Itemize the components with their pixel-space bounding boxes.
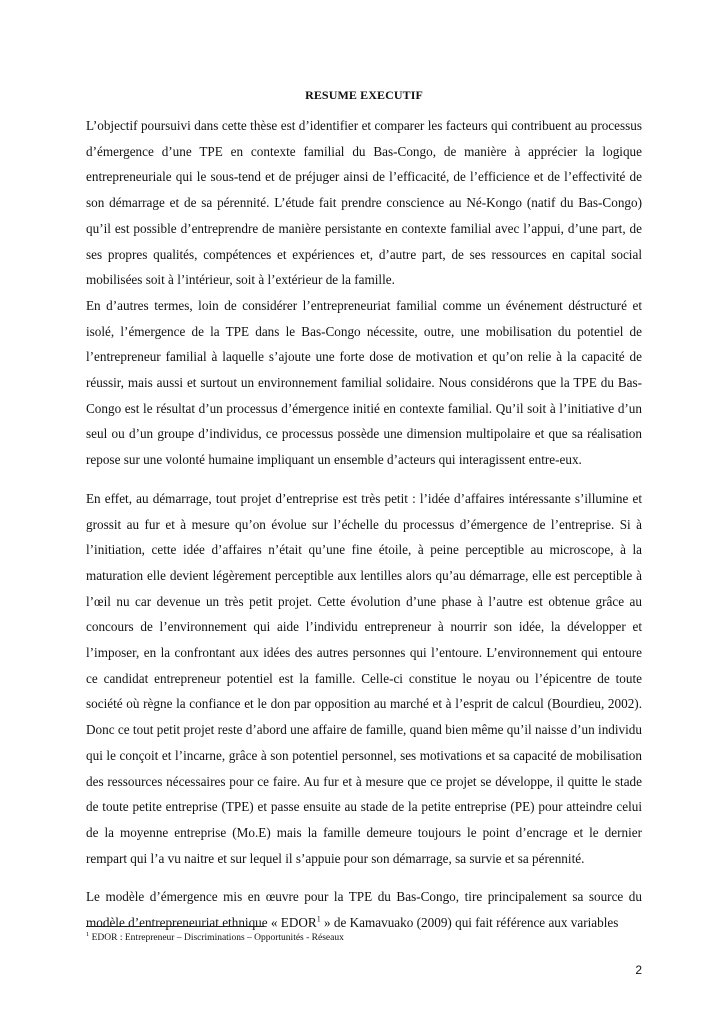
paragraph-emergence-model-end: » de Kamavuako (2009) qui fait référence aux variables	[320, 915, 619, 931]
footnote-reference: 1	[316, 914, 321, 924]
paragraph-in-effect: En effet, au démarrage, tout projet d’entreprise est très petit : l’idée d’affaires intéressante s’illumine et grossit au fur et à mesure qu’on évolue sur l’échelle du processus d’émergence de l’entreprise. Si à l’initiation, cette idée d’affaires n’était qu’une fine étoile, à peine perceptible au microscope, à la maturation elle devient légèrement perceptible aux lentilles alors qu’au démarrage, elle est perceptible à l’œil nu car devenue un très petit projet. Cette évolution d’une phase à l’autre est obtenue grâce au concours de l’environnement qui aide l’individu entrepreneur à nourrir son idée, la développer et l’imposer, en la confrontant aux idées des autres personnes qui l’entoure. L’environnement qui entoure ce candidat entrepreneur potentiel est la famille. Celle-ci constitue le noyau ou l’épicentre de toute société où règne la confiance et le don par opposition au marché et à l’esprit de calcul (Bourdieu, 2002). Donc ce tout petit projet reste d’abord une affaire de famille, quand bien même qu’il naisse d’un individu qui le conçoit et l’incarne, grâce à son potentiel personnel, ses motivations et sa capacité de mobilisation des ressources nécessaires pour ce faire. Au fur et à mesure que ce projet se développe, il quitte le stade de toute petite entreprise (TPE) et passe ensuite au stade de la petite entreprise (PE) pour atteindre celui de la moyenne entreprise (Mo.E) mais la famille demeure toujours le point d’encrage et le dernier rempart qui l’a vu naitre et sur lequel il s’appuie pour son démarrage, sa survie et sa pérennité.	[86, 490, 642, 866]
footnote-text: EDOR : Entrepreneur – Discriminations – Opportunités - Réseaux	[89, 933, 344, 943]
page-number: 2	[635, 963, 642, 977]
paragraph-emergence-model-start: Le modèle d’émergence mis en œuvre pour la TPE du Bas-Congo, tire principalement sa source du modèle d’entrepreneuriat ethnique « EDOR	[86, 889, 642, 931]
paragraph-emergence-model	[86, 884, 642, 935]
footnote	[86, 932, 642, 944]
paragraph-objective: L’objectif poursuivi dans cette thèse est d’identifier et comparer les facteurs qui contribuent au processus d’émergence d’une TPE en contexte familial du Bas-Congo, de manière à apprécier la logique entrepreneuriale qui le sous-tend et de préjuger ainsi de l’efficacité, de l’efficience et de l’effectivité de son démarrage et de sa pérennité. L’étude fait prendre conscience au Né-Kongo (natif du Bas-Congo) qu’il est possible d’entreprendre de manière persistante en contexte familial avec l’appui, d’une part, de ses propres qualités, compétences et expériences et, d’autre part, de ses ressources en capital social mobilisées soit à l’intérieur, soit à l’extérieur de la famille.	[86, 118, 642, 288]
page-title: RESUME EXECUTIF	[305, 88, 423, 102]
body-text	[86, 113, 642, 936]
footnote-marker: 1	[86, 930, 90, 938]
footnote-divider	[86, 926, 264, 927]
paragraph-other-terms: En d’autres termes, loin de considérer l’entrepreneuriat familial comme un événement déstructuré et isolé, l’émergence de la TPE dans le Bas-Congo nécessite, outre, une mobilisation du potentiel de l’entrepreneur familial à laquelle s’ajoute une forte dose de motivation et qu’on relie à la capacité de réussir, mais aussi et surtout un environnement familial solidaire. Nous considérons que la TPE du Bas-Congo est le résultat d’un processus d’émergence initié en contexte familial. Qu’il soit à l’initiative d’un seul ou d’un groupe d’individus, ce processus possède une dimension multipolaire et que sa réalisation repose sur une volonté humaine impliquant un ensemble d’acteurs qui interagissent entre-eux.	[86, 297, 642, 468]
